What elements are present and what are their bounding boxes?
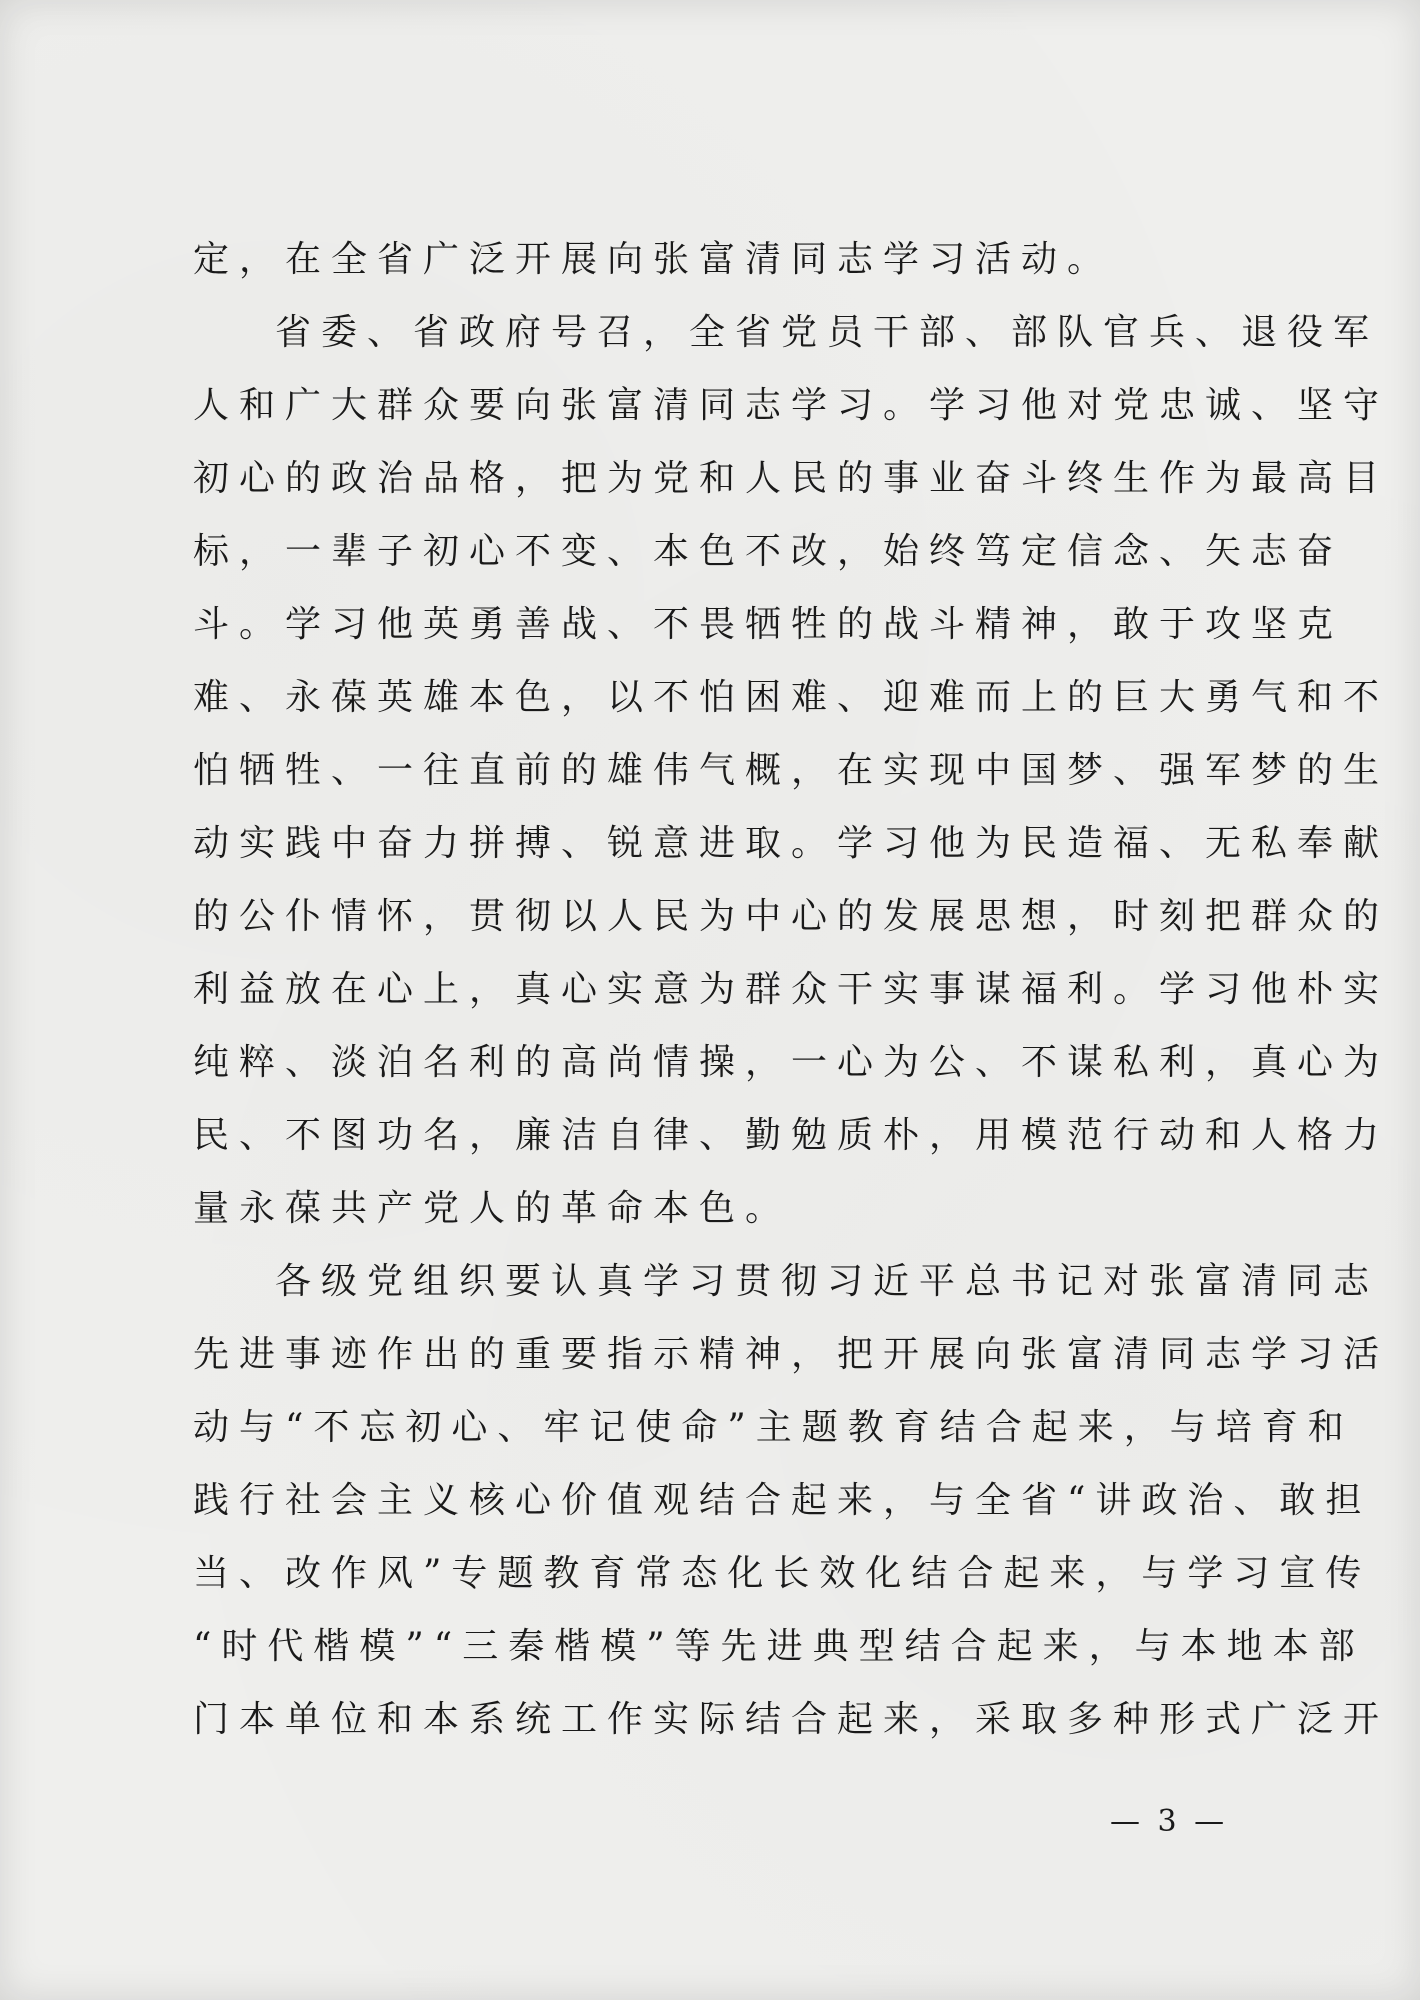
text-line: 动实践中奋力拼搏、锐意进取。学习他为民造福、无私奉献 [193, 823, 1390, 864]
text-line: 动与“不忘初心、牢记使命”主题教育结合起来，与培育和 [193, 1407, 1354, 1448]
document-body [193, 223, 1390, 1756]
text-line: “时代楷模”“三秦楷模”等先进典型结合起来，与本地本部 [193, 1626, 1365, 1667]
text-line: 门本单位和本系统工作实际结合起来，采取多种形式广泛开 [193, 1699, 1390, 1740]
text-line: 的公仆情怀，贯彻以人民为中心的发展思想，时刻把群众的 [193, 896, 1390, 937]
text-line: 当、改作风”专题教育常态化长效化结合起来，与学习宣传 [193, 1553, 1372, 1594]
text-line: 怕牺牲、一往直前的雄伟气概，在实现中国梦、强军梦的生 [193, 750, 1390, 791]
text-line: 量永葆共产党人的革命本色。 [193, 1188, 792, 1229]
text-line: 民、不图功名，廉洁自律、勤勉质朴，用模范行动和人格力 [193, 1115, 1390, 1156]
text-line: 先进事迹作出的重要指示精神，把开展向张富清同志学习活 [193, 1334, 1390, 1375]
text-line: 人和广大群众要向张富清同志学习。学习他对党忠诚、坚守 [193, 385, 1390, 426]
text-line: 践行社会主义核心价值观结合起来，与全省“讲政治、敢担 [193, 1480, 1372, 1521]
text-line: 难、永葆英雄本色，以不怕困难、迎难而上的巨大勇气和不 [193, 677, 1390, 718]
paragraph-start-line: 各级党组织要认真学习贯彻习近平总书记对张富清同志 [275, 1261, 1380, 1302]
text-line: 标，一辈子初心不变、本色不改，始终笃定信念、矢志奋 [193, 531, 1344, 572]
page-number: — 3 — [1110, 1804, 1229, 1839]
text-line: 利益放在心上，真心实意为群众干实事谋福利。学习他朴实 [193, 969, 1390, 1010]
text-line: 初心的政治品格，把为党和人民的事业奋斗终生作为最高目 [193, 458, 1390, 499]
text-line: 纯粹、淡泊名利的高尚情操，一心为公、不谋私利，真心为 [193, 1042, 1390, 1083]
paragraph-start-line: 省委、省政府号召，全省党员干部、部队官兵、退役军 [275, 312, 1380, 353]
text-line: 斗。学习他英勇善战、不畏牺牲的战斗精神，敢于攻坚克 [193, 604, 1344, 645]
text-line: 定，在全省广泛开展向张富清同志学习活动。 [193, 239, 1114, 280]
